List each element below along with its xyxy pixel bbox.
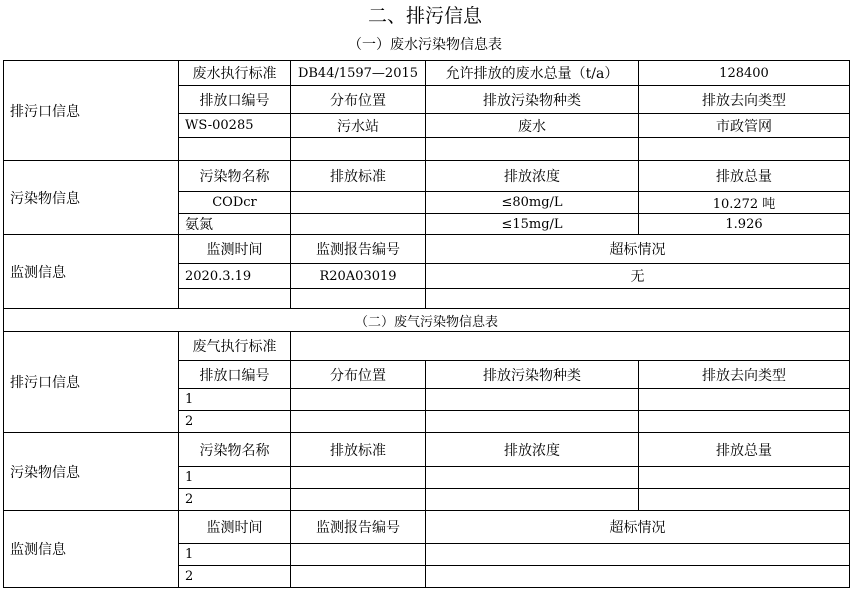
gas-standard-value: [291, 332, 850, 361]
header-emission-standard: 排放标准: [291, 161, 426, 192]
empty-cell: [291, 489, 426, 511]
empty-cell: [639, 411, 850, 433]
header-exceedance: 超标情况: [426, 235, 850, 264]
empty-cell: [291, 544, 426, 566]
pollutant-concentration: ≤15mg/L: [426, 214, 639, 235]
monitor-time: 2020.3.19: [179, 264, 291, 289]
water-outlet-pollutant-type: 废水: [426, 114, 639, 138]
gas-table-title: （二）废气污染物信息表: [4, 309, 850, 332]
gas-standard-label: 废气执行标准: [179, 332, 291, 361]
empty-cell: [639, 138, 850, 161]
page-title: 二、排污信息: [367, 5, 482, 27]
pollutant-standard: [291, 214, 426, 235]
empty-cell: [426, 138, 639, 161]
header-emission-total: 排放总量: [639, 161, 850, 192]
header-monitor-time: 监测时间: [179, 511, 291, 544]
gas-pollutant-row-number: 2: [179, 489, 291, 511]
monitor-exceedance: 无: [426, 264, 850, 289]
gas-pollutant-section-label: 污染物信息: [4, 433, 179, 511]
empty-cell: [639, 467, 850, 489]
gas-outlet-row-number: 1: [179, 389, 291, 411]
empty-cell: [291, 289, 426, 309]
empty-cell: [639, 389, 850, 411]
pollution-info-table: [3, 60, 850, 588]
water-allowed-total-label: 允许排放的废水总量（t/a）: [426, 61, 639, 86]
gas-monitor-row-number: 1: [179, 544, 291, 566]
gas-outlet-row-number: 2: [179, 411, 291, 433]
gas-pollutant-row-number: 1: [179, 467, 291, 489]
empty-cell: [426, 566, 850, 588]
water-table-title: （一）废水污染物信息表: [348, 37, 502, 53]
header-pollutant-name: 污染物名称: [179, 161, 291, 192]
empty-cell: [179, 289, 291, 309]
gas-monitor-section-label: 监测信息: [4, 511, 179, 588]
pollutant-total: 1.926: [639, 214, 850, 235]
pollutant-name: CODcr: [179, 192, 291, 214]
water-outlet-id: WS-00285: [179, 114, 291, 138]
empty-cell: [291, 138, 426, 161]
pollutant-standard: [291, 192, 426, 214]
pollutant-total: 10.272 吨: [639, 192, 850, 214]
header-emission-concentration: 排放浓度: [426, 433, 639, 467]
header-emission-standard: 排放标准: [291, 433, 426, 467]
water-standard-label: 废水执行标准: [179, 61, 291, 86]
empty-cell: [426, 289, 850, 309]
empty-cell: [291, 467, 426, 489]
header-emission-concentration: 排放浓度: [426, 161, 639, 192]
header-location: 分布位置: [291, 86, 426, 114]
header-discharge-destination: 排放去向类型: [639, 86, 850, 114]
header-pollutant-name: 污染物名称: [179, 433, 291, 467]
pollutant-name: 氨氮: [179, 214, 291, 235]
empty-cell: [426, 411, 639, 433]
water-outlet-location: 污水站: [291, 114, 426, 138]
empty-cell: [291, 389, 426, 411]
water-outlet-section-label: 排污口信息: [4, 61, 179, 161]
monitor-report-number: R20A03019: [291, 264, 426, 289]
empty-cell: [426, 389, 639, 411]
empty-cell: [639, 489, 850, 511]
water-standard-value: DB44/1597—2015: [291, 61, 426, 86]
empty-cell: [426, 489, 639, 511]
header-pollutant-type: 排放污染物种类: [426, 361, 639, 389]
empty-cell: [291, 411, 426, 433]
empty-cell: [426, 544, 850, 566]
water-allowed-total-value: 128400: [639, 61, 850, 86]
empty-cell: [426, 467, 639, 489]
header-outlet-id: 排放口编号: [179, 86, 291, 114]
water-pollutant-section-label: 污染物信息: [4, 161, 179, 235]
gas-outlet-section-label: 排污口信息: [4, 332, 179, 433]
header-monitor-time: 监测时间: [179, 235, 291, 264]
header-report-number: 监测报告编号: [291, 511, 426, 544]
water-outlet-destination: 市政管网: [639, 114, 850, 138]
header-outlet-id: 排放口编号: [179, 361, 291, 389]
header-report-number: 监测报告编号: [291, 235, 426, 264]
gas-monitor-row-number: 2: [179, 566, 291, 588]
empty-cell: [179, 138, 291, 161]
header-discharge-destination: 排放去向类型: [639, 361, 850, 389]
empty-cell: [291, 566, 426, 588]
water-monitor-section-label: 监测信息: [4, 235, 179, 309]
header-exceedance: 超标情况: [426, 511, 850, 544]
header-emission-total: 排放总量: [639, 433, 850, 467]
header-pollutant-type: 排放污染物种类: [426, 86, 639, 114]
header-location: 分布位置: [291, 361, 426, 389]
pollutant-concentration: ≤80mg/L: [426, 192, 639, 214]
